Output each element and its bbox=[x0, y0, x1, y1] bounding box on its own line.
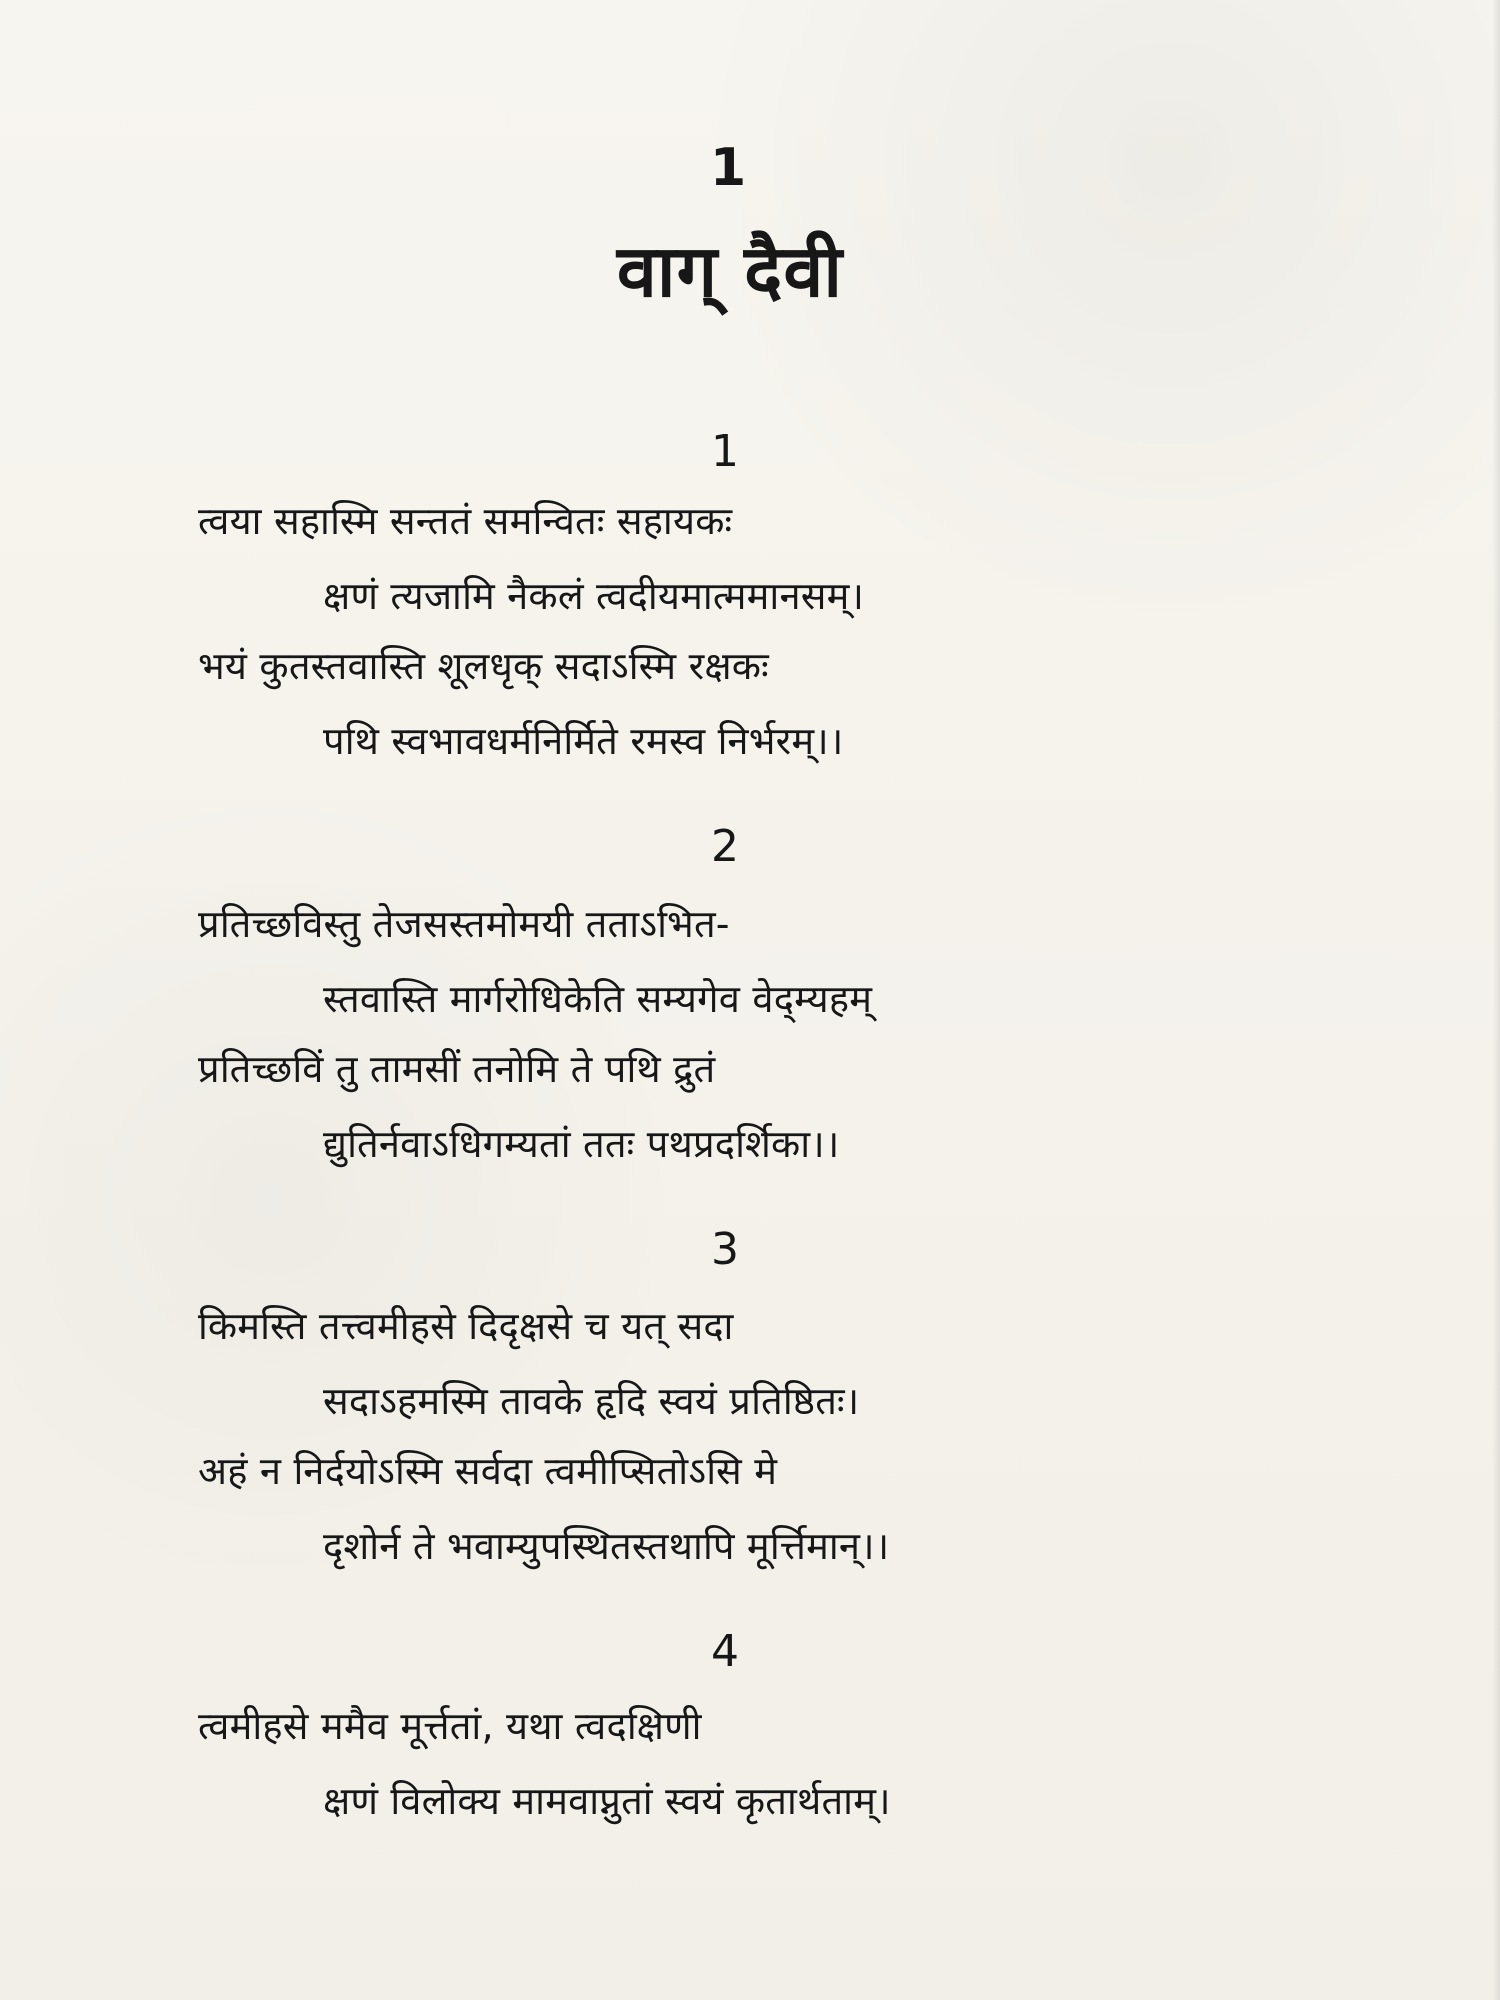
stanza-3-line-4: दृशोर्न ते भवाम्युपस्थितस्तथापि मूर्त्तिमान्।। bbox=[323, 1524, 890, 1568]
stanza-3-line-2: सदाऽहमस्मि तावके हृदि स्वयं प्रतिष्ठितः। bbox=[323, 1379, 860, 1423]
stanza-2-line-3: प्रतिच्छविं तु तामसीं तनोमि ते पथि द्रुतं bbox=[198, 1047, 716, 1091]
stanza-2-line-2: स्तवास्ति मार्गरोधिकेति सम्यगेव वेद्म्यहम् bbox=[323, 977, 873, 1021]
stanza-4-line-1: त्वमीहसे ममैव मूर्त्ततां, यथा त्वदक्षिणी bbox=[198, 1704, 702, 1748]
stanza-4-line-2: क्षणं विलोक्य मामवाप्नुतां स्वयं कृतार्थताम्। bbox=[323, 1779, 891, 1823]
stanza-1-line-1: त्वया सहास्मि सन्ततं समन्वितः सहायकः bbox=[198, 499, 733, 543]
stanza-2-line-1: प्रतिच्छविस्तु तेजसस्तमोमयी तताऽभित- bbox=[198, 902, 730, 946]
stanza-number-2: 2 bbox=[711, 821, 739, 872]
page-edge-shadow bbox=[1492, 0, 1500, 2000]
stanza-1-line-3: भयं कुतस्तवास्ति शूलधृक् सदाऽस्मि रक्षकः bbox=[198, 644, 769, 688]
stanza-number-1: 1 bbox=[711, 426, 739, 477]
chapter-title: वाग् दैवी bbox=[616, 229, 844, 313]
stanza-3-line-1: किमस्ति तत्त्वमीहसे दिदृक्षसे च यत् सदा bbox=[198, 1304, 734, 1348]
stanza-3-line-3: अहं न निर्दयोऽस्मि सर्वदा त्वमीप्सितोऽसि मे bbox=[198, 1449, 778, 1493]
stanza-number-4: 4 bbox=[711, 1626, 739, 1677]
stanza-number-3: 3 bbox=[711, 1224, 739, 1275]
chapter-number: 1 bbox=[710, 138, 747, 198]
stanza-1-line-4: पथि स्वभावधर्मनिर्मिते रमस्व निर्भरम्।। bbox=[323, 719, 844, 763]
stanza-2-line-4: द्युतिर्नवाऽधिगम्यतां ततः पथप्रदर्शिका।। bbox=[323, 1122, 840, 1166]
stanza-1-line-2: क्षणं त्यजामि नैकलं त्वदीयमात्ममानसम्। bbox=[323, 574, 865, 618]
